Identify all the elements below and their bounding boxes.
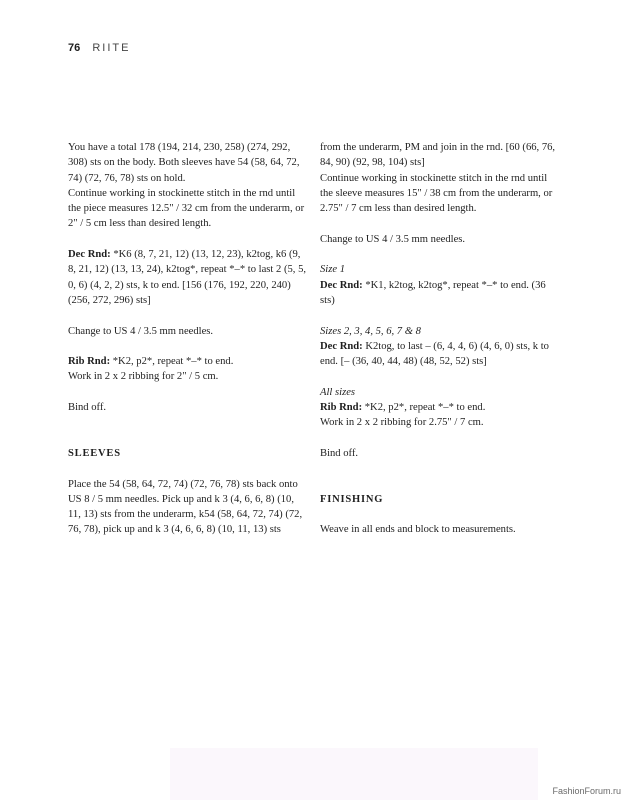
finishing-heading: FINISHING	[320, 493, 384, 505]
intro-text: You have a total 178 (194, 214, 230, 258) (274, 292, 308) sts on the body. Both sleeves have 54 (58, 64, 72, 74) (72, 76, 78) sts on hold.	[68, 142, 300, 184]
sizes-label: Sizes 2, 3, 4, 5, 6, 7 & 8	[320, 325, 421, 337]
body-rib-rnd	[68, 354, 308, 369]
sizes-dec-text: K2tog, to last – (6, 4, 4, 6) (4, 6, 0) sts, k to end. [– (36, 40, 44, 48) (48, 52, 52) sts]	[320, 340, 549, 368]
footer-band	[170, 748, 538, 800]
dec-rnd-text: *K6 (8, 7, 21, 12) (13, 12, 23), k2tog, k6 (9, 8, 21, 12) (13, 13, 24), k2tog*, repeat *–* to last 2 (5, 5, 0, 6) (4, 2, 2) sts, k to end. [156 (176, 192, 220, 240) (256, 272, 296) sts]	[68, 249, 307, 306]
dec-rnd-label: Dec Rnd:	[68, 249, 111, 261]
sleeves-heading: SLEEVES	[68, 447, 121, 459]
rib-work-text: Work in 2 x 2 ribbing for 2" / 5 cm.	[68, 371, 219, 383]
sleeve-rib-work-text: Work in 2 x 2 ribbing for 2.75" / 7 cm.	[320, 417, 484, 429]
sizes-dec-rnd	[320, 339, 560, 370]
sleeve-rib-label: Rib Rnd:	[320, 402, 363, 414]
body-continue-text: Continue working in stockinette stitch in the rnd until the piece measures 12.5" / 32 cm from the underarm, or 2" / 5 cm less than desired length.	[68, 187, 305, 230]
left-column	[68, 140, 308, 553]
right-column	[320, 140, 560, 553]
sleeve-rib-rnd	[320, 400, 560, 415]
size1-dec-label: Dec Rnd:	[320, 279, 363, 291]
size1-label: Size 1	[320, 264, 346, 276]
bind-off-text: Bind off.	[68, 402, 107, 414]
sleeve-cont-text: from the underarm, PM and join in the rnd. [60 (66, 76, 84, 90) (92, 98, 104) sts]	[320, 142, 556, 169]
finishing-text: Weave in all ends and block to measurements.	[320, 524, 516, 536]
sleeve-rib-text: *K2, p2*, repeat *–* to end.	[362, 402, 486, 414]
all-sizes-label: All sizes	[320, 386, 356, 398]
watermark: FashionForum.ru	[552, 786, 621, 796]
body-dec-rnd	[68, 247, 308, 308]
sizes-dec-label: Dec Rnd:	[320, 340, 363, 352]
book-title: RIITE	[92, 42, 131, 54]
sleeve-change-needles-text: Change to US 4 / 3.5 mm needles.	[320, 233, 466, 245]
rib-rnd-text: *K2, p2*, repeat *–* to end.	[110, 356, 234, 368]
page-number: 76	[68, 42, 81, 54]
sleeve-continue-text: Continue working in stockinette stitch in the rnd until the sleeve measures 15" / 38 cm from the underarm, or 2.75" / 7 cm less than desired length.	[320, 172, 553, 215]
page-header	[68, 42, 130, 54]
rib-rnd-label: Rib Rnd:	[68, 356, 111, 368]
sleeves-text: Place the 54 (58, 64, 72, 74) (72, 76, 78) sts back onto US 8 / 5 mm needles. Pick up and k 3 (4, 6, 6, 8) (10, 11, 13) sts from the underarm, k54 (58, 64, 72, 74) (72, 76, 78), pick up and k 3 (4, 6, 6, 8) (10, 11, 13) sts	[68, 478, 303, 536]
size1-dec-text: *K1, k2tog, k2tog*, repeat *–* to end. (36 sts)	[320, 279, 546, 306]
change-needles-text: Change to US 4 / 3.5 mm needles.	[68, 325, 214, 337]
size1-dec-rnd	[320, 278, 560, 309]
sleeve-bind-off-text: Bind off.	[320, 447, 359, 459]
